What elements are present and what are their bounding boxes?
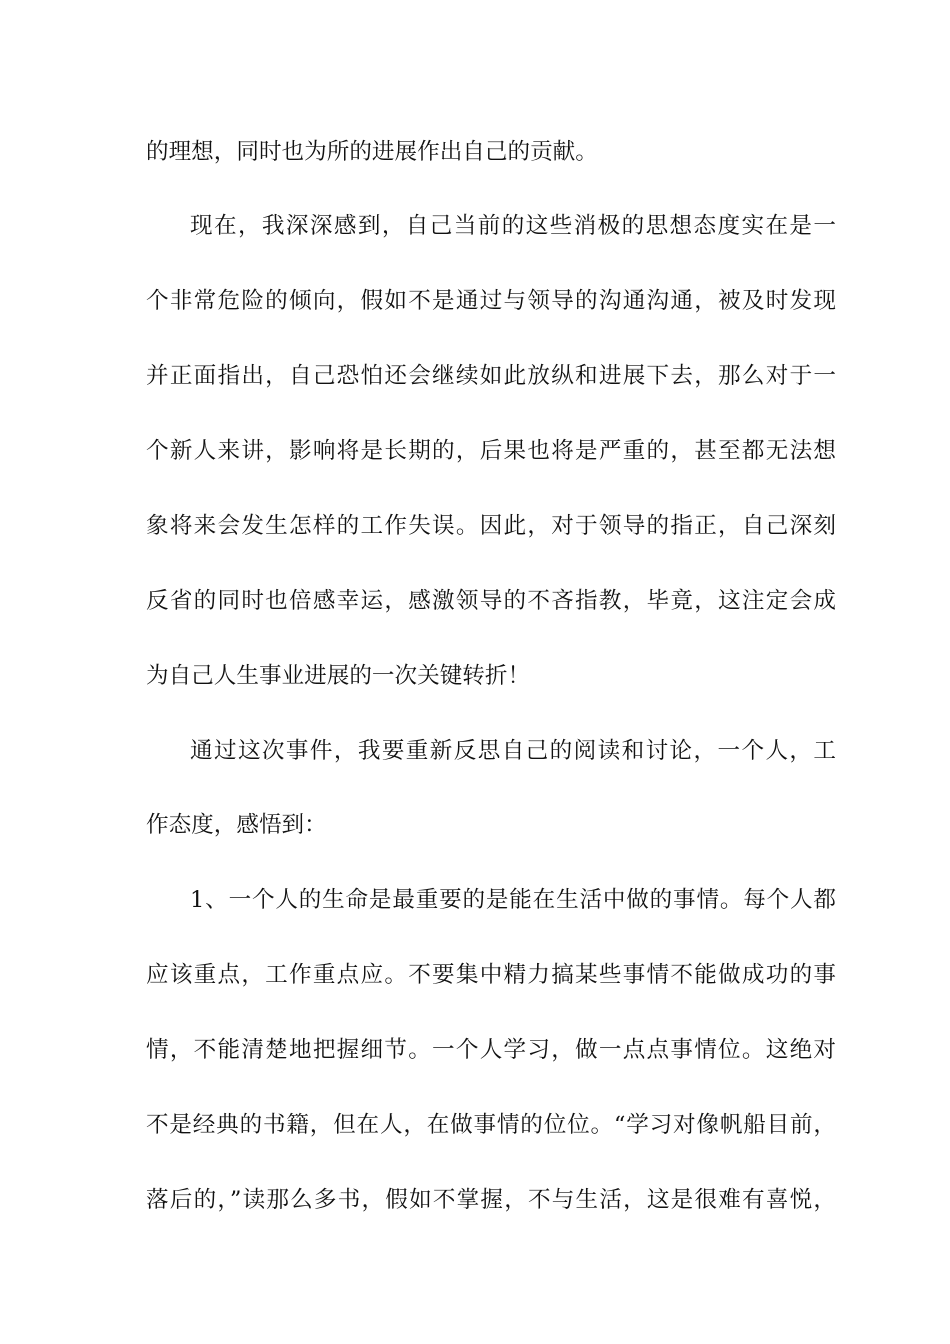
text-line: 反省的同时也倍感幸运，感激领导的不吝指教，毕竟，这注定会成 [146, 588, 836, 614]
text-line: 作态度，感悟到： [146, 812, 327, 838]
paragraph-first-line: 现在，我深深感到，自己当前的这些消极的思想态度实在是一 [190, 213, 836, 239]
list-item-first-line: 1、一个人的生命是最重要的是能在生活中做的事情。每个人都 [190, 887, 836, 913]
text-line: 个新人来讲，影响将是长期的，后果也将是严重的，甚至都无法想 [146, 438, 836, 464]
text-line: 应该重点，工作重点应。不要集中精力搞某些事情不能做成功的事 [146, 962, 836, 988]
text-line: 并正面指出，自己恐怕还会继续如此放纵和进展下去，那么对于一 [146, 363, 836, 389]
text-line: 的理想，同时也为所的进展作出自己的贡献。 [146, 139, 598, 165]
text-line: 落后的，”读那么多书，假如不掌握，不与生活，这是很难有喜悦， [146, 1187, 836, 1213]
text-line: 为自己人生事业进展的一次关键转折！ [146, 663, 531, 689]
text-line: 个非常危险的倾向，假如不是通过与领导的沟通沟通，被及时发现 [146, 288, 836, 314]
text-line: 情，不能清楚地把握细节。一个人学习，做一点点事情位。这绝对 [146, 1037, 836, 1063]
text-line: 象将来会发生怎样的工作失误。因此，对于领导的指正，自己深刻 [146, 513, 836, 539]
paragraph-first-line: 通过这次事件，我要重新反思自己的阅读和讨论，一个人，工 [190, 738, 836, 764]
text-line: 不是经典的书籍，但在人，在做事情的位位。“学习对像帆船目前， [146, 1112, 836, 1138]
